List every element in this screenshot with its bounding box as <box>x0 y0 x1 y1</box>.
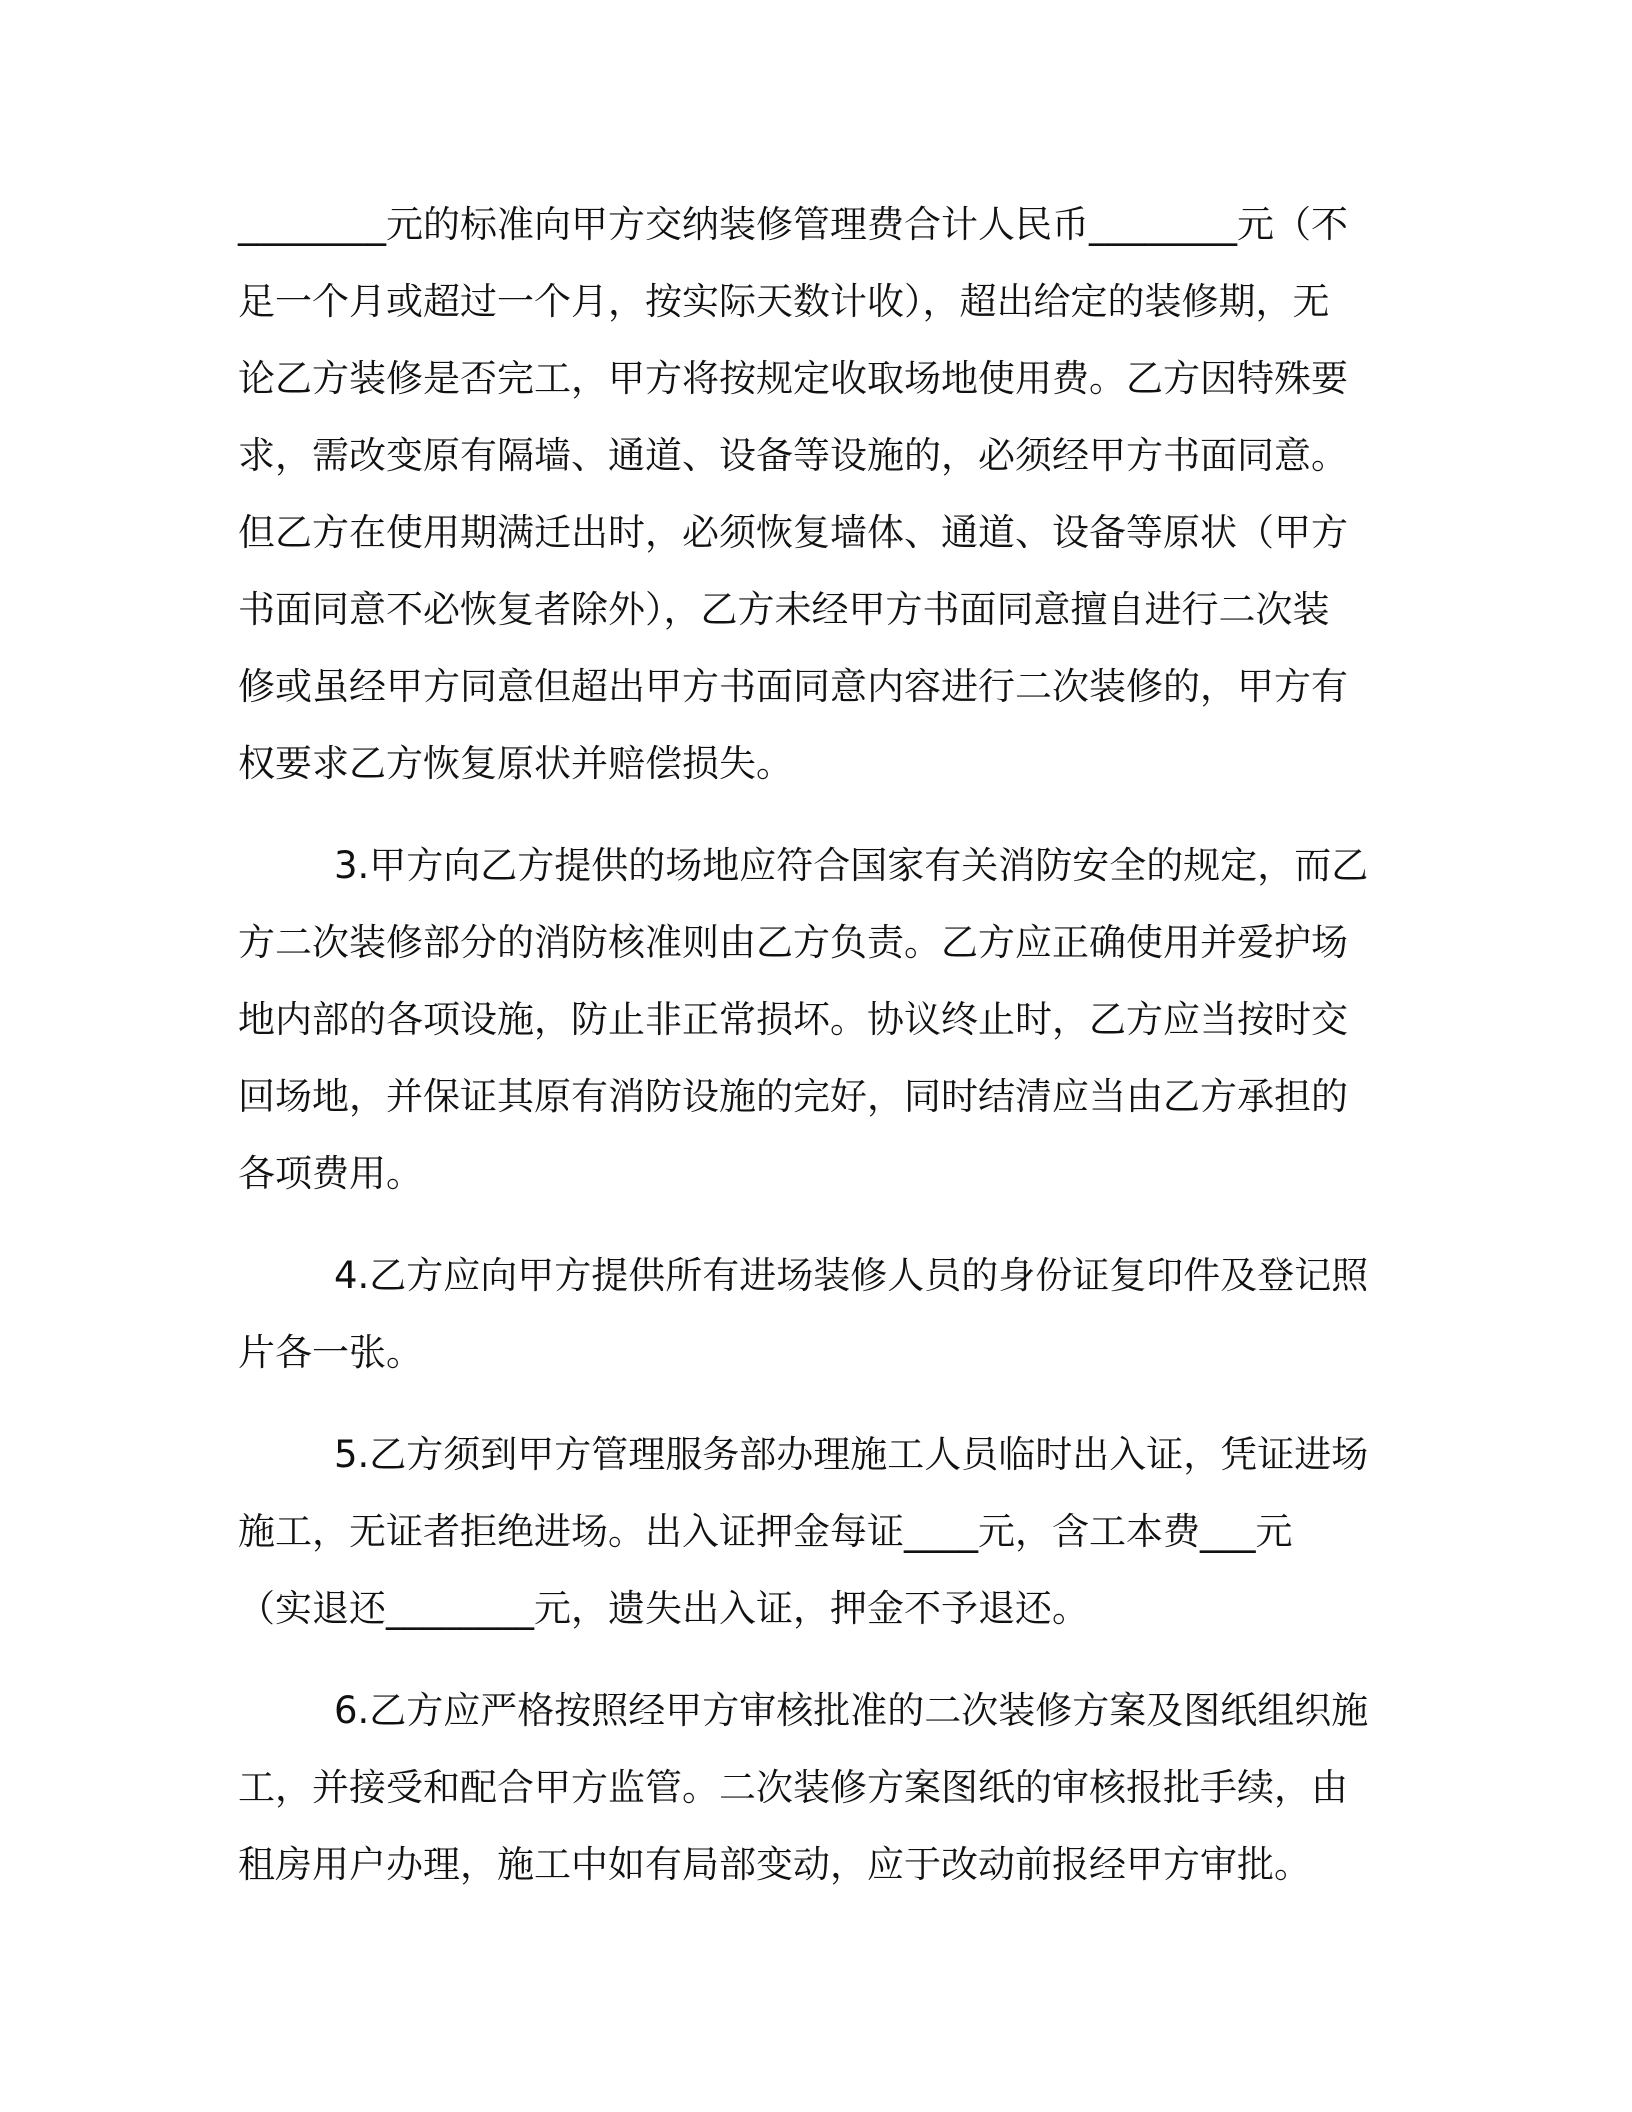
paragraph-clause-6 <box>238 1672 1374 1903</box>
text-line: 施工，无证者拒绝进场。出入证押金每证____元，含工本费___元 <box>238 1510 1293 1553</box>
text-line: 书面同意不必恢复者除外），乙方未经甲方书面同意擅自进行二次装 <box>238 588 1330 631</box>
text-line: 各项费用。 <box>238 1152 423 1195</box>
text-line: 地内部的各项设施，防止非正常损坏。协议终止时，乙方应当按时交 <box>238 998 1348 1041</box>
text-line: 片各一张。 <box>238 1331 423 1374</box>
paragraph-clause-5 <box>238 1416 1374 1647</box>
text-line: 权要求乙方恢复原状并赔偿损失。 <box>238 742 793 785</box>
text-line: 3.甲方向乙方提供的场地应符合国家有关消防安全的规定，而乙 <box>334 844 1369 887</box>
text-line: 租房用户办理，施工中如有局部变动，应于改动前报经甲方审批。 <box>238 1843 1311 1886</box>
text-line: 回场地，并保证其原有消防设施的完好，同时结清应当由乙方承担的 <box>238 1075 1348 1118</box>
text-line: 求，需改变原有隔墙、通道、设备等设施的，必须经甲方书面同意。 <box>238 434 1348 477</box>
text-line: 论乙方装修是否完工，甲方将按规定收取场地使用费。乙方因特殊要 <box>238 357 1348 400</box>
text-line: 6.乙方应严格按照经甲方审核批准的二次装修方案及图纸组织施 <box>334 1689 1369 1732</box>
paragraph-fee-and-renovation <box>238 186 1374 802</box>
text-line: 5.乙方须到甲方管理服务部办理施工人员临时出入证，凭证进场 <box>334 1433 1369 1476</box>
text-line: 方二次装修部分的消防核准则由乙方负责。乙方应正确使用并爱护场 <box>238 921 1348 964</box>
document-body <box>238 186 1374 1903</box>
text-line: 但乙方在使用期满迁出时，必须恢复墙体、通道、设备等原状（甲方 <box>238 511 1348 554</box>
text-line: 足一个月或超过一个月，按实际天数计收），超出给定的装修期，无 <box>238 280 1330 323</box>
paragraph-clause-4 <box>238 1237 1374 1391</box>
text-line: 修或虽经甲方同意但超出甲方书面同意内容进行二次装修的，甲方有 <box>238 665 1348 708</box>
text-line: 工，并接受和配合甲方监管。二次装修方案图纸的审核报批手续，由 <box>238 1766 1348 1809</box>
text-line: （实退还________元，遗失出入证，押金不予退还。 <box>238 1587 1089 1630</box>
text-line: ________元的标准向甲方交纳装修管理费合计人民币________元（不 <box>238 203 1348 246</box>
text-line: 4.乙方应向甲方提供所有进场装修人员的身份证复印件及登记照 <box>334 1254 1369 1297</box>
paragraph-clause-3 <box>238 827 1374 1212</box>
